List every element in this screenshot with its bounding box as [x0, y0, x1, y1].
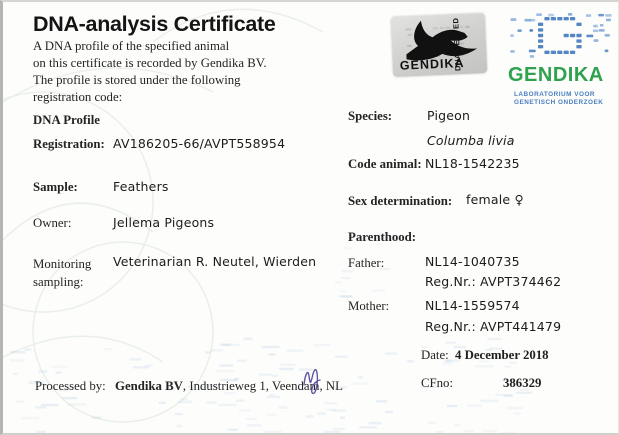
intro-line: on this certificate is recorded by Gendika BV. [33, 56, 267, 70]
intro-line: The profile is stored under the following [33, 73, 241, 87]
cfno-value: 386329 [503, 376, 542, 390]
sex-determination-label: Sex determination: [348, 194, 453, 208]
sticker-brand-text: GENDIKA [399, 55, 465, 73]
monitoring-value: Veterinarian R. Neutel, Wierden [113, 254, 317, 269]
cfno-label: CFno: [421, 376, 454, 390]
handwritten-initials-icon [301, 363, 327, 395]
mother-reg-number: Reg.Nr.: AVPT441479 [425, 319, 562, 334]
intro-line: registration code: [33, 90, 123, 104]
logo-tagline-line: LABORATORIUM VOOR [514, 91, 596, 98]
registration-label: Registration: [33, 137, 105, 151]
owner-value: Jellema Pigeons [113, 215, 215, 230]
date-label: Date: [421, 348, 449, 362]
monitoring-label-line: sampling: [33, 275, 84, 289]
monitoring-label-line: Monitoring [33, 257, 92, 271]
species-value: Pigeon [427, 108, 471, 123]
mother-value: NL14-1559574 [425, 298, 520, 313]
sex-determination-value: female ♀ [466, 192, 524, 207]
father-reg-number: Reg.Nr.: AVPT374462 [425, 274, 562, 289]
gel-band-g-icon [508, 11, 612, 63]
logo-tagline [508, 91, 616, 107]
processed-address: , Industrieweg 1, Veendam, NL [182, 379, 343, 393]
logo-tagline-line: GENETISCH ONDERZOEK [514, 99, 604, 106]
gendika-logo [508, 11, 616, 107]
logo-brand-text: GENDIKA [508, 64, 604, 86]
parenthood-heading: Parenthood: [348, 230, 417, 244]
monitoring-label [33, 255, 91, 291]
sample-value: Feathers [113, 179, 169, 194]
intro-line: A DNA profile of the specified animal [33, 39, 230, 53]
species-label: Species: [348, 109, 393, 123]
sticker-dna-tested-text: DNA TESTED [451, 17, 463, 72]
species-latin-name: Columba livia [427, 133, 515, 148]
code-animal-value: NL18-1542235 [425, 156, 520, 171]
owner-label: Owner: [33, 216, 72, 230]
dna-profile-heading: DNA Profile [33, 113, 100, 127]
dna-tested-sticker [391, 13, 488, 77]
registration-value: AV186205-66/AVPT558954 [113, 136, 286, 151]
mother-label: Mother: [348, 299, 390, 313]
processed-by-label: Processed by: [35, 379, 106, 393]
father-value: NL14-1040735 [425, 254, 520, 269]
code-animal-label: Code animal: [348, 157, 422, 171]
date-value: 4 December 2018 [455, 348, 549, 362]
page-title: DNA-analysis Certificate [33, 12, 276, 36]
processed-company: Gendika BV [115, 379, 183, 393]
sample-label: Sample: [33, 180, 78, 194]
intro-paragraph [33, 38, 267, 106]
father-label: Father: [348, 256, 385, 270]
